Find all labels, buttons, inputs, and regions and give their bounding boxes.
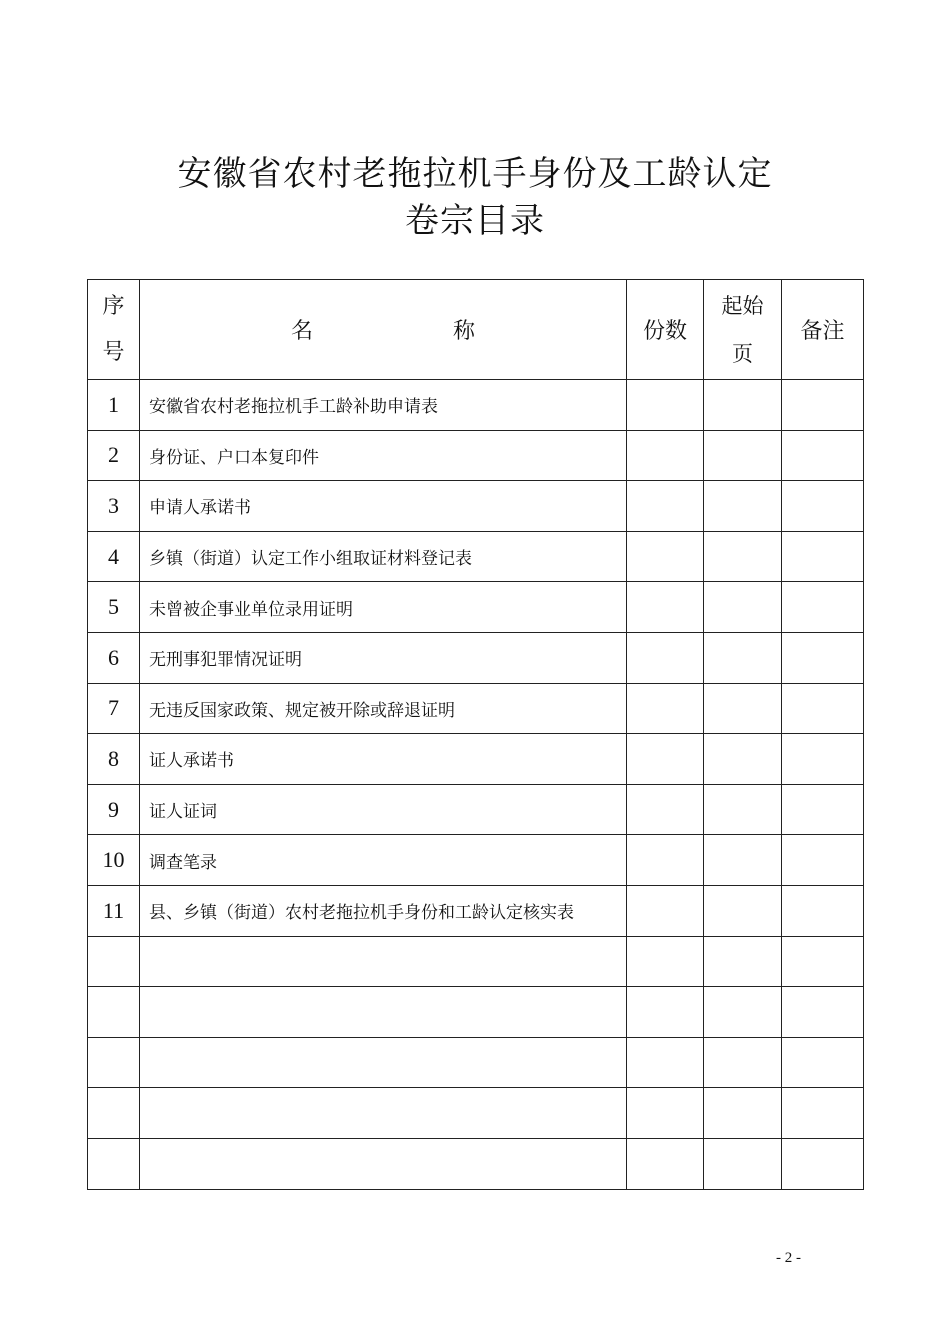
table-row — [88, 531, 864, 582]
row-name-cell — [140, 1037, 627, 1088]
row-remarks-cell — [782, 1037, 864, 1088]
row-start-page-cell — [704, 632, 782, 683]
row-name-cell: 安徽省农村老拖拉机手工龄补助申请表 — [140, 380, 627, 431]
header-seq — [88, 280, 140, 380]
row-start-page-cell — [704, 1138, 782, 1189]
row-name-cell: 身份证、户口本复印件 — [140, 430, 627, 481]
row-remarks-cell — [782, 430, 864, 481]
table-row — [88, 481, 864, 532]
row-seq-cell: 5 — [88, 582, 140, 633]
row-name-cell: 调查笔录 — [140, 835, 627, 886]
row-copies-cell — [627, 936, 704, 987]
header-seq-bottom: 号 — [102, 339, 125, 365]
table-row — [88, 734, 864, 785]
table-row — [88, 683, 864, 734]
table-row — [88, 1088, 864, 1139]
row-remarks-cell — [782, 885, 864, 936]
document-subtitle: 卷宗目录 — [405, 201, 545, 241]
row-seq-cell — [88, 936, 140, 987]
row-start-page-cell — [704, 531, 782, 582]
table-row — [88, 1138, 864, 1189]
row-seq-cell: 4 — [88, 531, 140, 582]
row-copies-cell — [627, 582, 704, 633]
row-seq-cell — [88, 1138, 140, 1189]
table-row — [88, 1037, 864, 1088]
row-copies-cell — [627, 430, 704, 481]
row-start-page-cell — [704, 987, 782, 1038]
row-name-cell: 乡镇（街道）认定工作小组取证材料登记表 — [140, 531, 627, 582]
row-remarks-cell — [782, 734, 864, 785]
table-header-row — [88, 280, 864, 380]
row-seq-cell: 10 — [88, 835, 140, 886]
table-row — [88, 936, 864, 987]
table-row — [88, 582, 864, 633]
row-start-page-cell — [704, 430, 782, 481]
row-name-cell: 未曾被企事业单位录用证明 — [140, 582, 627, 633]
row-copies-cell — [627, 784, 704, 835]
row-start-page-cell — [704, 734, 782, 785]
row-remarks-cell — [782, 987, 864, 1038]
row-remarks-cell — [782, 683, 864, 734]
row-copies-cell — [627, 683, 704, 734]
row-copies-cell — [627, 1138, 704, 1189]
table-row — [88, 380, 864, 431]
row-copies-cell — [627, 531, 704, 582]
row-start-page-cell — [704, 1037, 782, 1088]
row-remarks-cell — [782, 835, 864, 886]
row-seq-cell: 8 — [88, 734, 140, 785]
row-remarks-cell — [782, 1088, 864, 1139]
table-row — [88, 835, 864, 886]
table-row — [88, 987, 864, 1038]
row-start-page-cell — [704, 784, 782, 835]
header-start-page — [704, 280, 782, 380]
row-copies-cell — [627, 734, 704, 785]
header-seq-top: 序 — [102, 293, 125, 319]
row-name-cell: 证人证词 — [140, 784, 627, 835]
row-seq-cell: 2 — [88, 430, 140, 481]
header-start-top: 起始 — [721, 293, 764, 318]
row-start-page-cell — [704, 683, 782, 734]
row-remarks-cell — [782, 582, 864, 633]
row-copies-cell — [627, 380, 704, 431]
row-seq-cell: 6 — [88, 632, 140, 683]
document-title: 安徽省农村老拖拉机手身份及工龄认定 — [177, 154, 773, 194]
row-copies-cell — [627, 1088, 704, 1139]
row-remarks-cell — [782, 531, 864, 582]
row-name-cell — [140, 936, 627, 987]
row-copies-cell — [627, 835, 704, 886]
row-start-page-cell — [704, 885, 782, 936]
row-copies-cell — [627, 885, 704, 936]
row-copies-cell — [627, 1037, 704, 1088]
header-name-left: 名 — [290, 319, 313, 344]
table-row — [88, 885, 864, 936]
header-copies: 份数 — [627, 280, 704, 380]
row-seq-cell: 1 — [88, 380, 140, 431]
row-remarks-cell — [782, 1138, 864, 1189]
header-name-right: 称 — [453, 319, 476, 344]
row-remarks-cell — [782, 936, 864, 987]
row-copies-cell — [627, 632, 704, 683]
row-start-page-cell — [704, 582, 782, 633]
row-start-page-cell — [704, 481, 782, 532]
file-catalog-table — [87, 279, 864, 1190]
row-name-cell — [140, 1138, 627, 1189]
row-start-page-cell — [704, 936, 782, 987]
row-seq-cell: 3 — [88, 481, 140, 532]
row-name-cell: 申请人承诺书 — [140, 481, 627, 532]
page-number: - 2 - — [776, 1250, 801, 1266]
header-start-bottom: 页 — [732, 341, 753, 366]
row-name-cell: 证人承诺书 — [140, 734, 627, 785]
row-name-cell: 无违反国家政策、规定被开除或辞退证明 — [140, 683, 627, 734]
row-copies-cell — [627, 987, 704, 1038]
row-name-cell: 无刑事犯罪情况证明 — [140, 632, 627, 683]
row-name-cell — [140, 1088, 627, 1139]
table-row — [88, 784, 864, 835]
table-row — [88, 632, 864, 683]
row-name-cell — [140, 987, 627, 1038]
table-row — [88, 430, 864, 481]
row-seq-cell: 11 — [88, 885, 140, 936]
row-seq-cell — [88, 987, 140, 1038]
header-remarks: 备注 — [782, 280, 864, 380]
row-copies-cell — [627, 481, 704, 532]
row-start-page-cell — [704, 835, 782, 886]
row-start-page-cell — [704, 380, 782, 431]
row-remarks-cell — [782, 380, 864, 431]
row-start-page-cell — [704, 1088, 782, 1139]
row-seq-cell: 9 — [88, 784, 140, 835]
row-name-cell: 县、乡镇（街道）农村老拖拉机手身份和工龄认定核实表 — [140, 885, 627, 936]
header-name — [140, 280, 627, 380]
row-seq-cell — [88, 1037, 140, 1088]
row-remarks-cell — [782, 632, 864, 683]
row-seq-cell: 7 — [88, 683, 140, 734]
row-remarks-cell — [782, 784, 864, 835]
row-seq-cell — [88, 1088, 140, 1139]
row-remarks-cell — [782, 481, 864, 532]
